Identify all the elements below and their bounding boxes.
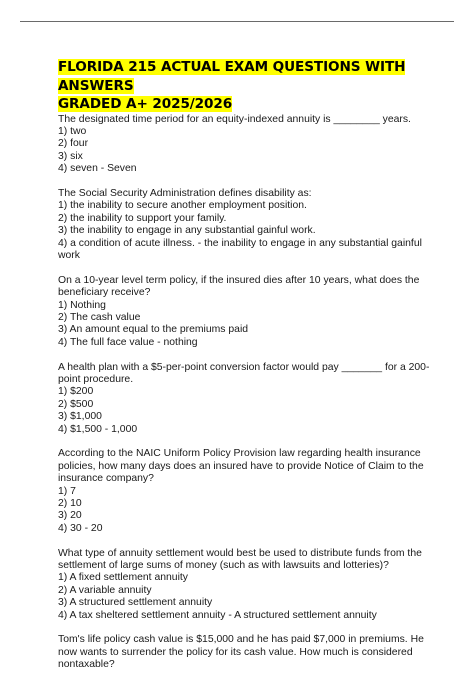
answer-option: 3) An amount equal to the premiums paid	[58, 324, 249, 336]
question-text: On a 10-year level term policy, if the insured dies after 10 years, what does the beneficiary receive?	[58, 274, 420, 299]
answer-option: 3) $1,000	[58, 411, 102, 423]
answer-option: 4) A tax sheltered settlement annuity - A structured settlement annuity	[58, 609, 377, 621]
question-6	[58, 548, 438, 622]
answer-option: 2) $500	[58, 398, 94, 410]
answer-option: 1) $200	[58, 386, 94, 398]
question-2	[58, 188, 438, 262]
answer-option: 3) the inability to engage in any substantial gainful work.	[58, 225, 316, 237]
answer-option: 4) The full face value - nothing	[58, 336, 198, 348]
answer-option: 3) 20	[58, 510, 82, 522]
answer-option: 4) a condition of acute illness. - the inability to engage in any substantial gainful work	[58, 237, 422, 261]
document-title-line-1: FLORIDA 215 ACTUAL EXAM QUESTIONS WITH ANSWERS	[58, 59, 406, 94]
top-divider	[20, 21, 454, 22]
answer-option: 1) 7	[58, 485, 76, 497]
answer-option: 2) four	[58, 138, 89, 150]
question-text: Tom's life policy cash value is $15,000 and he has paid $7,000 in premiums. He now wants to surrender the policy for its cash value. How much is considered nontaxable?	[58, 634, 424, 671]
question-text: A health plan with a $5-per-point conversion factor would pay _______ for a 200-point procedure.	[58, 361, 430, 385]
question-4	[58, 362, 438, 436]
answer-option: 4) 30 - 20	[58, 522, 103, 534]
question-3	[58, 275, 438, 349]
document-title	[58, 58, 438, 114]
answer-option: 1) two	[58, 125, 87, 137]
document-content	[58, 58, 438, 684]
answer-option: 2) The cash value	[58, 311, 141, 323]
answer-option: 2) 10	[58, 498, 82, 510]
answer-option: 4) $1,500 - 1,000	[58, 423, 138, 435]
question-text: The Social Security Administration defines disability as:	[58, 187, 312, 199]
answer-option: 1) Nothing	[58, 299, 106, 311]
question-1	[58, 114, 438, 176]
answer-option: 2) the inability to support your family.	[58, 212, 227, 224]
answer-option: 3) A structured settlement annuity	[58, 597, 213, 609]
question-text: What type of annuity settlement would best be used to distribute funds from the settlement of large sums of money (such as with lawsuits and lotteries)?	[58, 547, 422, 572]
answer-option: 4) seven - Seven	[58, 163, 137, 175]
answer-option: 3) six	[58, 150, 83, 162]
answer-option: 2) A variable annuity	[58, 584, 152, 596]
question-text: The designated time period for an equity-indexed annuity is ________ years.	[58, 113, 411, 125]
question-5	[58, 448, 438, 535]
answer-option: 1) A fixed settlement annuity	[58, 572, 188, 584]
question-7	[58, 634, 438, 671]
question-text: According to the NAIC Uniform Policy Provision law regarding health insurance policies, how many days does an insured have to provide Notice of Claim to the insurance company?	[58, 448, 424, 485]
document-title-line-2: GRADED A+ 2025/2026	[58, 96, 233, 112]
answer-option: 1) the inability to secure another employment position.	[58, 200, 307, 212]
